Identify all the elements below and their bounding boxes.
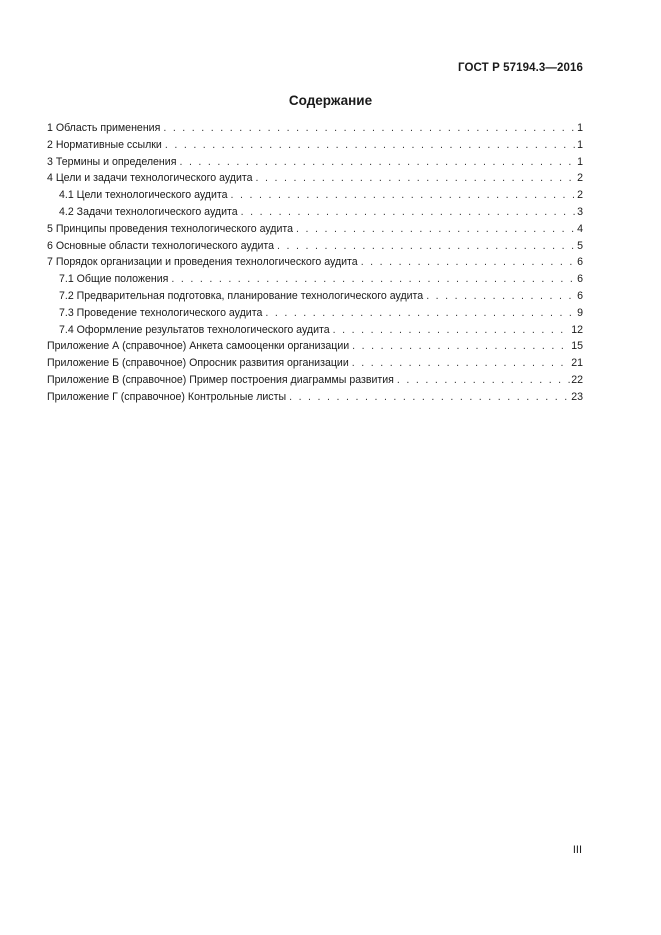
toc-entry-page: 15 (571, 340, 583, 353)
toc-leader-dots (352, 355, 570, 372)
toc-entry[interactable] (47, 221, 583, 238)
toc-entry-label: 5 Принципы проведения технологического аудита (47, 222, 294, 235)
toc-leader-dots (265, 305, 576, 322)
toc-entry-label: 4.1 Цели технологического аудита (59, 189, 228, 202)
toc-leader-dots (241, 204, 576, 221)
page-number: III (572, 844, 582, 856)
toc-title: Содержание (288, 93, 373, 108)
toc-leader-dots (352, 338, 570, 355)
toc-entry[interactable] (47, 355, 583, 372)
toc-leader-dots (296, 221, 576, 238)
toc-leader-dots (256, 170, 577, 187)
toc-leader-dots (397, 372, 570, 389)
toc-entry-page: 6 (577, 289, 583, 302)
toc-entry[interactable] (47, 187, 583, 204)
toc-leader-dots (361, 254, 576, 271)
toc-entry[interactable] (47, 154, 583, 171)
toc-entry[interactable] (47, 305, 583, 322)
toc-entry-label: 4 Цели и задачи технологического аудита (47, 172, 253, 185)
toc-entry-label: Приложение Г (справочное) Контрольные листы (47, 390, 287, 403)
toc-entry-label: Приложение Б (справочное) Опросник развития организации (47, 357, 349, 370)
toc-entry-page: 6 (577, 256, 583, 269)
toc-leader-dots (426, 288, 576, 305)
toc-entry-page: 1 (577, 155, 583, 168)
toc-entry-label: 2 Нормативные ссылки (47, 138, 162, 151)
toc-entry-label: 7.3 Проведение технологического аудита (59, 306, 263, 319)
toc-entry-page: 12 (571, 323, 583, 336)
toc-entry-page: 4 (577, 222, 583, 235)
toc-leader-dots (163, 120, 576, 137)
toc-entry-label: Приложение А (справочное) Анкета самооценки организации (47, 340, 350, 353)
toc-entry-label: Приложение В (справочное) Пример построения диаграммы развития (47, 373, 394, 386)
toc-entry[interactable] (47, 338, 583, 355)
toc-entry[interactable] (47, 271, 583, 288)
toc-entry-page: 22 (571, 373, 583, 386)
toc-entry-label: 7.2 Предварительная подготовка, планирование технологического аудита (59, 289, 424, 302)
toc-entry[interactable] (47, 322, 583, 339)
toc-entry[interactable] (47, 288, 583, 305)
toc-entry-label: 7 Порядок организации и проведения технологического аудита (47, 256, 358, 269)
toc-entry-label: 7.1 Общие положения (59, 273, 169, 286)
toc-leader-dots (277, 238, 576, 255)
toc-entry-page: 3 (577, 205, 583, 218)
toc-entry-page: 2 (577, 172, 583, 185)
toc-entry-page: 23 (571, 390, 583, 403)
toc-entry-page: 5 (577, 239, 583, 252)
toc-entry-label: 7.4 Оформление результатов технологического аудита (59, 323, 330, 336)
toc-entry-page: 1 (577, 138, 583, 151)
toc-entry-page: 21 (571, 357, 583, 370)
toc-entry[interactable] (47, 238, 583, 255)
toc-entry[interactable] (47, 372, 583, 389)
toc-entry[interactable] (47, 389, 583, 406)
toc-entry[interactable] (47, 120, 583, 137)
toc-leader-dots (179, 154, 576, 171)
toc-leader-dots (289, 389, 570, 406)
toc-leader-dots (165, 137, 576, 154)
toc-entry-page: 1 (577, 122, 583, 134)
toc-entry-label: 3 Термины и определения (47, 155, 177, 168)
toc-entry[interactable] (47, 254, 583, 271)
toc-entry-label: 6 Основные области технологического аудита (47, 239, 275, 252)
toc-entry-page: 2 (577, 189, 583, 202)
toc-leader-dots (171, 271, 576, 288)
toc-leader-dots (231, 187, 577, 204)
toc-entry[interactable] (47, 137, 583, 154)
toc-entry-page: 6 (577, 273, 583, 286)
table-of-contents (47, 120, 583, 406)
toc-entry-label: 1 Область применения (47, 122, 161, 134)
toc-leader-dots (333, 322, 571, 339)
standard-designation: ГОСТ Р 57194.3—2016 (458, 62, 583, 74)
toc-entry[interactable] (47, 170, 583, 187)
toc-entry[interactable] (47, 204, 583, 221)
toc-entry-label: 4.2 Задачи технологического аудита (59, 205, 238, 218)
toc-entry-page: 9 (577, 306, 583, 319)
